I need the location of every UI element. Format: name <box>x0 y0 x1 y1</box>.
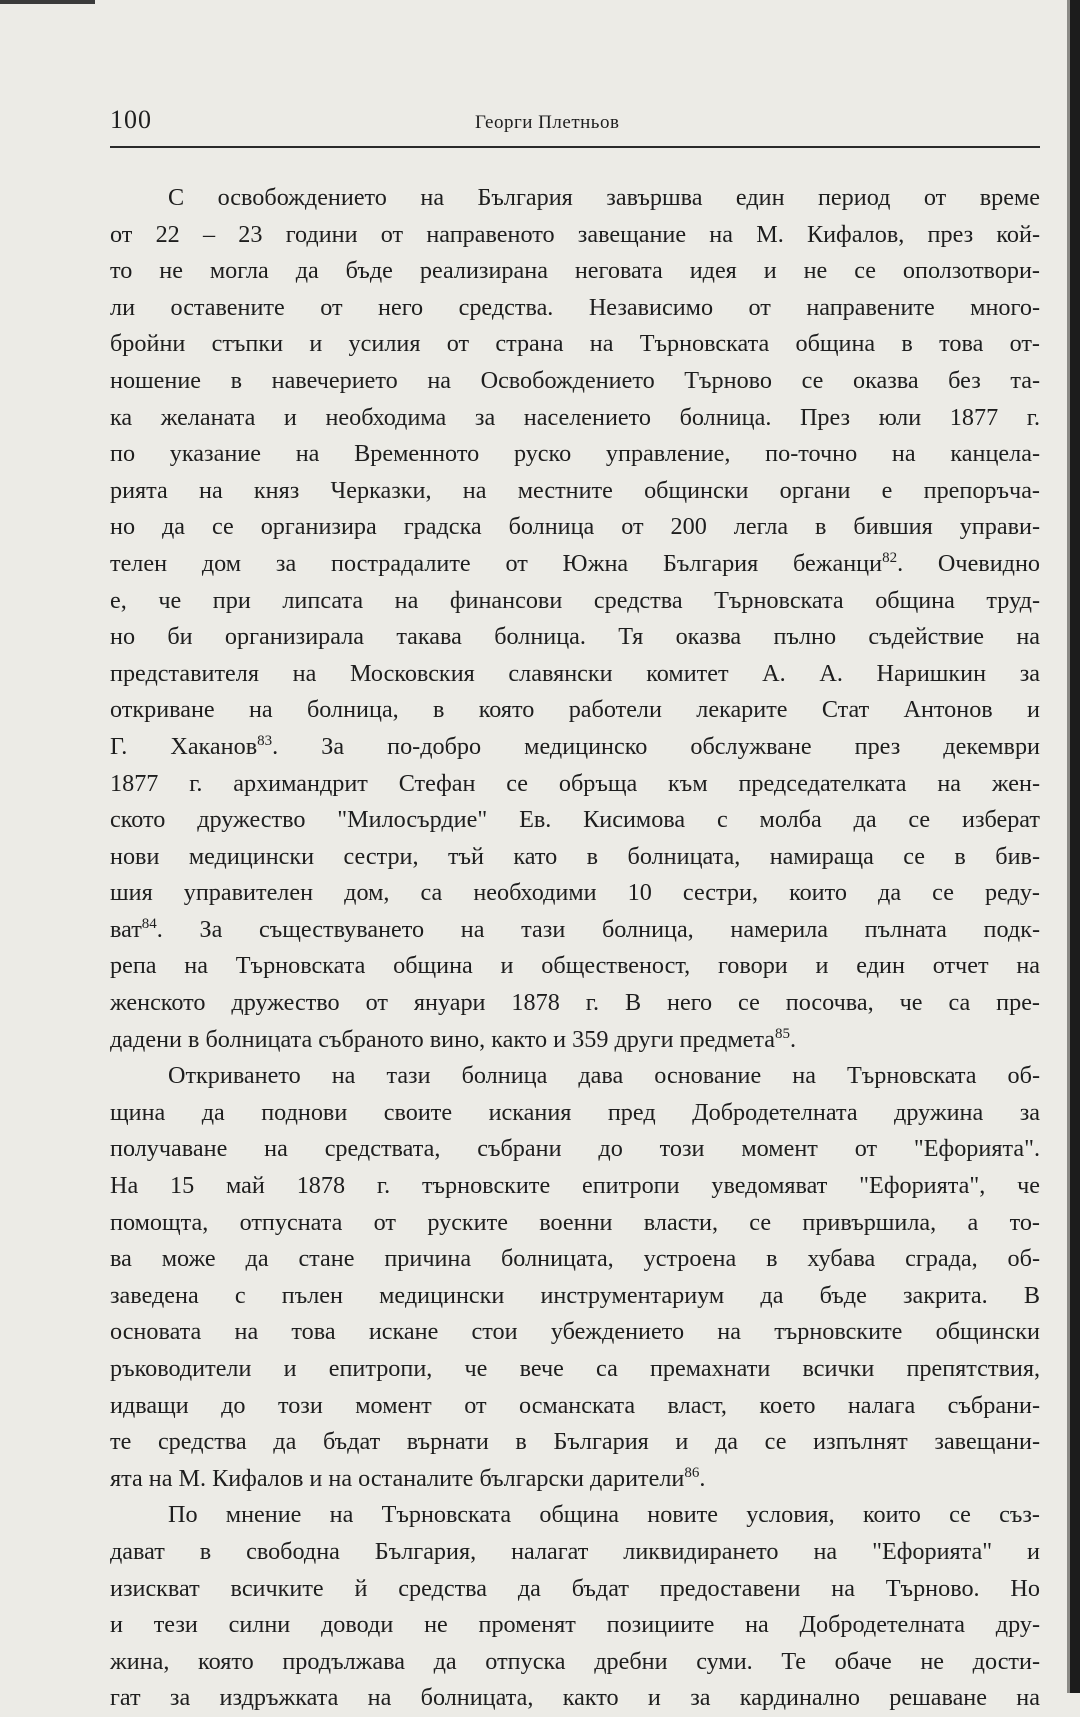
line-text: шия управителен дом, са необходими 10 сестри, които да се реду- <box>110 879 1040 907</box>
line-text: представителя на Московския славянски комитет А. А. Наришкин за <box>110 659 1040 687</box>
line-text: телен дом за пострадалите от Южна България бежанци <box>110 549 883 577</box>
text-line <box>110 436 1040 473</box>
text-line <box>110 1461 1040 1498</box>
page-header <box>110 105 1040 145</box>
line-text: бройни стъпки и усилия от страна на Търновската община в това от- <box>110 330 1040 358</box>
text-line <box>110 1058 1040 1095</box>
line-text: ското дружество "Милосърдие" Ев. Кисимова с молба да се изберат <box>110 806 1040 834</box>
line-text: По мнение на Търновската община новите условия, които се съз- <box>168 1501 1040 1529</box>
text-line <box>110 619 1040 656</box>
text-line <box>110 1497 1040 1534</box>
line-text: но да се организира градска болница от 200 легла в бившия управи- <box>110 513 1040 541</box>
footnote-marker: 86 <box>684 1464 700 1481</box>
paragraph <box>110 1497 1040 1717</box>
line-text: заведена с пълен медицински инструментариум да бъде закрита. В <box>110 1281 1040 1309</box>
line-text: женското дружество от януари 1878 г. В него се посочва, че са пре- <box>110 989 1040 1017</box>
header-rule <box>110 146 1040 148</box>
text-line <box>110 583 1040 620</box>
line-text: от 22 – 23 години от направеното завещание на М. Кифалов, през кой- <box>110 220 1040 248</box>
text-line <box>110 1644 1040 1681</box>
line-text-after-note: . За съществуването на тази болница, намерила пълната подк- <box>156 915 1040 943</box>
scan-edge-mark <box>0 0 95 4</box>
text-line <box>110 948 1040 985</box>
text-line <box>110 692 1040 729</box>
binding-edge <box>1070 0 1080 1693</box>
text-line <box>110 802 1040 839</box>
paragraph <box>110 180 1040 1058</box>
line-text: получаване на средствата, събрани до този момент от "Ефорията". <box>110 1135 1040 1163</box>
body-text <box>110 180 1040 1717</box>
line-text: ка желаната и необходима за населението болница. През юли 1877 г. <box>110 403 1040 431</box>
paragraph <box>110 1058 1040 1497</box>
text-line <box>110 1388 1040 1425</box>
footnote-marker: 83 <box>257 732 273 749</box>
line-text: ръководители и епитропи, че вече са премахнати всички препятствия, <box>110 1355 1040 1382</box>
text-line <box>110 1168 1040 1205</box>
line-text: ли оставените от него средства. Независимо от направените много- <box>110 293 1040 321</box>
footnote-marker: 84 <box>141 915 157 932</box>
running-head: Георги Плетньов <box>475 112 620 133</box>
line-text: щина да поднови своите искания пред Добродетелната дружина за <box>110 1098 1040 1126</box>
page-number: 100 <box>110 105 152 134</box>
line-text: ята на М. Кифалов и на останалите български дарители <box>110 1464 685 1492</box>
line-text: е, че при липсата на финансови средства Търновската община труд- <box>110 586 1040 614</box>
line-text: Откриването на тази болница дава основание на Търновската об- <box>168 1062 1040 1090</box>
line-text: жина, която продължава да отпуска дребни суми. Те обаче не дости- <box>110 1647 1040 1675</box>
line-text: 1877 г. архимандрит Стефан се обръща към председателката на жен- <box>110 769 1040 797</box>
line-text-after-note: . За по-добро медицинско обслужване през декември <box>272 732 1040 760</box>
line-text: откриване на болница, в която работели лекарите Стат Антонов и <box>110 696 1040 724</box>
line-text: рията на княз Черказки, на местните общински органи е препоръча- <box>110 476 1040 504</box>
text-line <box>110 509 1040 546</box>
line-text: но би организирала такава болница. Тя оказва пълно съдействие на <box>110 623 1040 651</box>
line-text: гат за издръжката на болницата, както и за кардинално решаване на <box>110 1684 1040 1712</box>
text-line <box>110 656 1040 693</box>
line-text: и тези силни доводи не променят позициите на Добродетелната дру- <box>110 1611 1040 1639</box>
text-line <box>110 1351 1040 1388</box>
line-text-after-note: . <box>699 1464 706 1492</box>
text-line <box>110 766 1040 803</box>
text-line <box>110 912 1040 949</box>
text-line <box>110 1680 1040 1717</box>
line-text: нови медицински сестри, тъй като в болницата, намираща се в бив- <box>110 842 1040 870</box>
text-line <box>110 1131 1040 1168</box>
line-text: идващи до този момент от османската власт, което налага събрани- <box>110 1391 1040 1419</box>
text-line <box>110 326 1040 363</box>
text-line <box>110 180 1040 217</box>
text-line <box>110 1095 1040 1132</box>
text-line <box>110 1022 1040 1059</box>
line-text: изискват всичките й средства да бъдат предоставени на Търново. Но <box>110 1574 1040 1602</box>
text-line <box>110 546 1040 583</box>
footnote-marker: 82 <box>882 549 898 566</box>
footnote-marker: 85 <box>774 1025 790 1042</box>
line-text: то не могла да бъде реализирана неговата идея и не се оползотвори- <box>110 257 1040 285</box>
text-line <box>110 1571 1040 1608</box>
line-text: дават в свободна България, налагат ликвидирането на "Ефорията" и <box>110 1537 1040 1565</box>
line-text-after-note: . <box>789 1025 797 1053</box>
line-text: те средства да бъдат върнати в България и да се изпълнят завещани- <box>110 1428 1040 1456</box>
line-text: ношение в навечерието на Освобождението Търново се оказва без та- <box>110 366 1040 394</box>
text-line <box>110 839 1040 876</box>
line-text-after-note: . Очевидно <box>897 549 1041 577</box>
line-text: С освобождението на България завършва един период от време <box>168 184 1040 211</box>
text-line <box>110 290 1040 327</box>
text-line <box>110 1241 1040 1278</box>
line-text: На 15 май 1878 г. търновските епитропи уведомяват "Ефорията", че <box>110 1172 1040 1200</box>
line-text: помощта, отпусната от руските военни власти, се привършила, а то- <box>110 1208 1040 1236</box>
text-line <box>110 729 1040 766</box>
text-line <box>110 985 1040 1022</box>
line-text: Г. Хаканов <box>110 732 258 760</box>
text-line <box>110 363 1040 400</box>
text-line <box>110 1607 1040 1644</box>
text-line <box>110 1205 1040 1242</box>
text-line <box>110 217 1040 254</box>
text-line <box>110 1278 1040 1315</box>
line-text: дадени в болницата събраното вино, както и 359 други предмета <box>110 1025 775 1053</box>
line-text: по указание на Временното руско управление, по-точно на канцела- <box>110 440 1040 468</box>
text-line <box>110 1314 1040 1351</box>
line-text: ват <box>110 915 142 943</box>
text-line <box>110 473 1040 510</box>
text-line <box>110 1534 1040 1571</box>
line-text: репа на Търновската община и общественост, говори и един отчет на <box>110 952 1040 980</box>
text-line <box>110 875 1040 912</box>
text-line <box>110 1424 1040 1461</box>
line-text: основата на това искане стои убеждението на търновските общински <box>110 1318 1040 1346</box>
text-line <box>110 253 1040 290</box>
line-text: ва може да стане причина болницата, устроена в хубава сграда, об- <box>110 1245 1040 1273</box>
text-line <box>110 400 1040 437</box>
